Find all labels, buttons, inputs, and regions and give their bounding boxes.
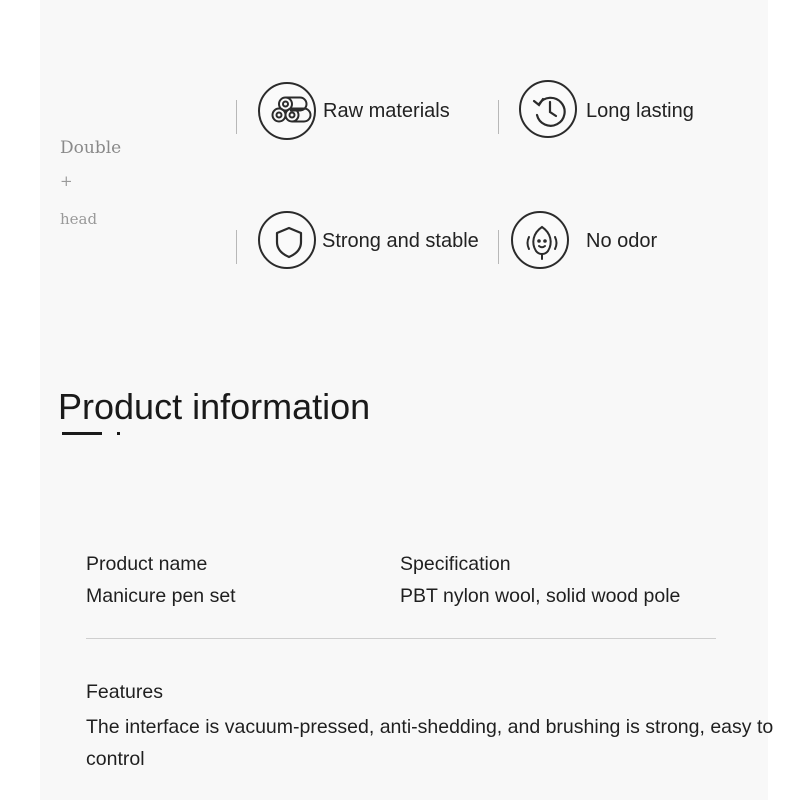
side-label-plus: + [60, 172, 73, 190]
specification-value: PBT nylon wool, solid wood pole [400, 585, 681, 607]
section-title: Product information [58, 386, 371, 428]
features-label: Features [86, 681, 163, 703]
feature-label-strong-stable: Strong and stable [322, 230, 479, 252]
feature-label-no-odor: No odor [586, 230, 658, 252]
title-underline [62, 432, 102, 435]
specification-label: Specification [400, 553, 511, 575]
side-label-double: Double [60, 138, 122, 158]
shield-icon [258, 211, 316, 269]
side-label-head: head [60, 210, 98, 228]
product-name-label: Product name [86, 553, 208, 575]
wood-logs-icon [258, 82, 316, 140]
info-divider [86, 638, 716, 639]
clock-history-icon [519, 80, 577, 138]
feature-label-long-lasting: Long lasting [586, 100, 694, 122]
product-name-value: Manicure pen set [86, 585, 236, 607]
features-description: The interface is vacuum-pressed, anti-shedding, and brushing is strong, easy to control [86, 716, 774, 770]
leaf-face-icon [511, 211, 569, 269]
feature-divider [498, 230, 499, 264]
title-underline-dot [117, 432, 120, 435]
feature-divider [236, 100, 237, 134]
feature-divider [236, 230, 237, 264]
feature-label-raw-materials: Raw materials [323, 100, 450, 122]
feature-divider [498, 100, 499, 134]
